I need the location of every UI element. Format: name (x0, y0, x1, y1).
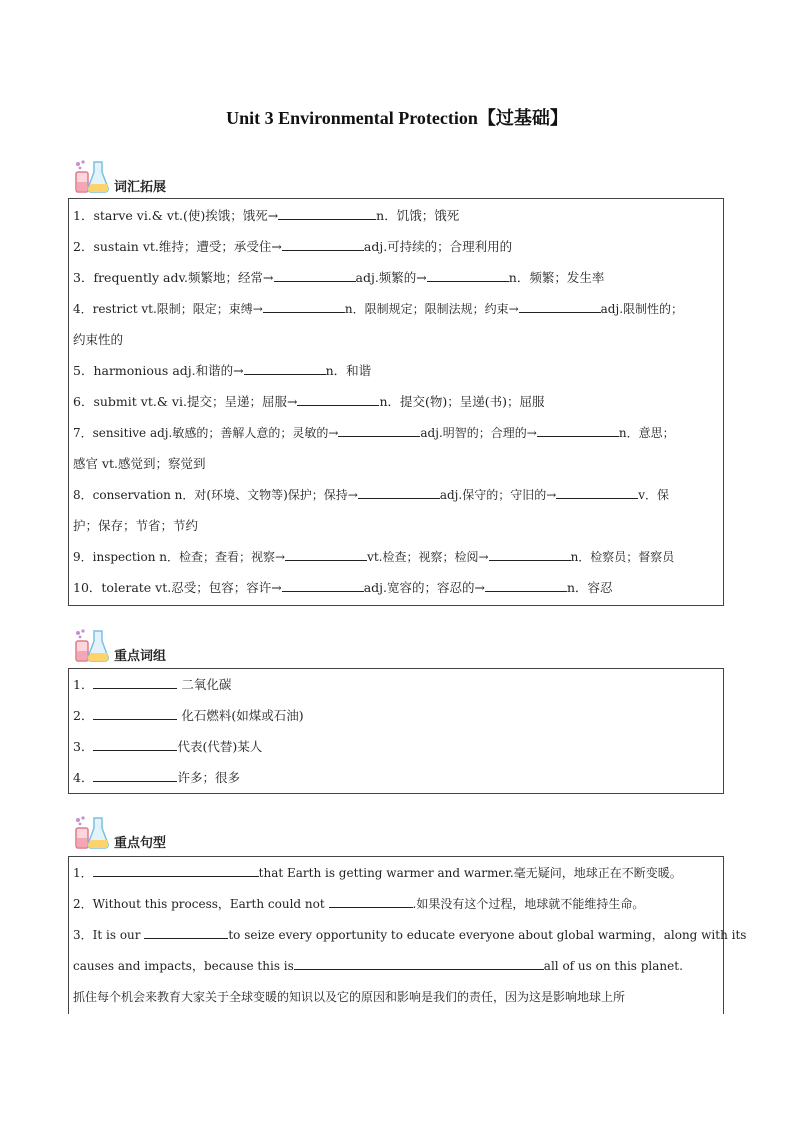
sentence-item-3: 3．It is our to seize every opportunity to educate everyone about global warming，along with its (73, 928, 747, 942)
phrases-box (68, 668, 724, 794)
flask-icon (72, 627, 110, 665)
sentence-item-3-cont: causes and impacts，because this is all of us on this planet. (73, 959, 683, 973)
vocab-item-8: 8．conservation n．对(环境、文物等)保护；保持→ adj.保守的；守旧的→ v．保 (73, 488, 670, 502)
section-title-phrases: 重点词组 (114, 649, 167, 664)
phrase-item-4: 4． 许多；很多 (73, 770, 240, 785)
vocab-item-4: 4．restrict vt.限制；限定；束缚→ n．限制规定；限制法规；约束→ adj.限制性的； (73, 302, 684, 316)
section-title-sentences: 重点句型 (114, 836, 167, 851)
vocab-item-3: 3．frequently adv.频繁地；经常→ adj.频繁的→ n．频繁；发生率 (73, 270, 605, 285)
vocab-item-1: 1．starve vi.& vt.(使)挨饿；饿死→ n．饥饿；饿死 (73, 208, 460, 223)
sentence-item-3-translation: 抓住每个机会来教育大家关于全球变暖的知识以及它的原因和影响是我们的责任，因为这是影响地球上所 (73, 990, 626, 1004)
vocab-item-7: 7．sensitive adj.敏感的；善解人意的；灵敏的→ adj.明智的；合理的→ n．意思； (73, 426, 675, 440)
phrase-item-1: 1． 二氧化碳 (73, 677, 232, 692)
vocab-item-10: 10．tolerate vt.忍受；包容；容许→ adj.宽容的；容忍的→ n．容忍 (73, 580, 613, 595)
page-title: Unit 3 Environmental Protection【过基础】 (226, 108, 568, 128)
sentence-item-2: 2．Without this process，Earth could not .如果没有这个过程，地球就不能维持生命。 (73, 897, 645, 911)
vocab-item-5: 5．harmonious adj.和谐的→ n．和谐 (73, 363, 372, 378)
section-header-phrases (72, 627, 272, 667)
sentence-item-1: 1． that Earth is getting warmer and warmer.毫无疑问，地球正在不断变暖。 (73, 866, 682, 880)
sentences-box (68, 856, 747, 1014)
phrase-item-2: 2． 化石燃料(如煤或石油) (73, 708, 304, 723)
vocab-item-6: 6．submit vt.& vi.提交；呈递；屈服→ n．提交(物)；呈递(书)；屈服 (73, 394, 545, 409)
vocab-item-7-cont: 感官 vt.感觉到；察觉到 (73, 456, 206, 471)
flask-icon (72, 158, 110, 196)
section-title-vocab: 词汇拓展 (114, 180, 167, 195)
phrase-item-3: 3． 代表(代替)某人 (73, 739, 263, 754)
section-header-sentences (72, 814, 272, 854)
flask-icon (72, 814, 110, 852)
vocab-item-9: 9．inspection n．检查；查看；视察→ vt.检查；视察；检阅→ n．检察员；督察员 (73, 550, 675, 564)
vocab-item-2: 2．sustain vt.维持；遭受；承受住→ adj.可持续的；合理利用的 (73, 239, 513, 254)
section-header-vocab (72, 158, 272, 198)
vocab-box (68, 198, 724, 606)
vocab-item-4-cont: 约束性的 (73, 332, 124, 347)
vocab-item-8-cont: 护；保存；节省；节约 (73, 518, 199, 533)
